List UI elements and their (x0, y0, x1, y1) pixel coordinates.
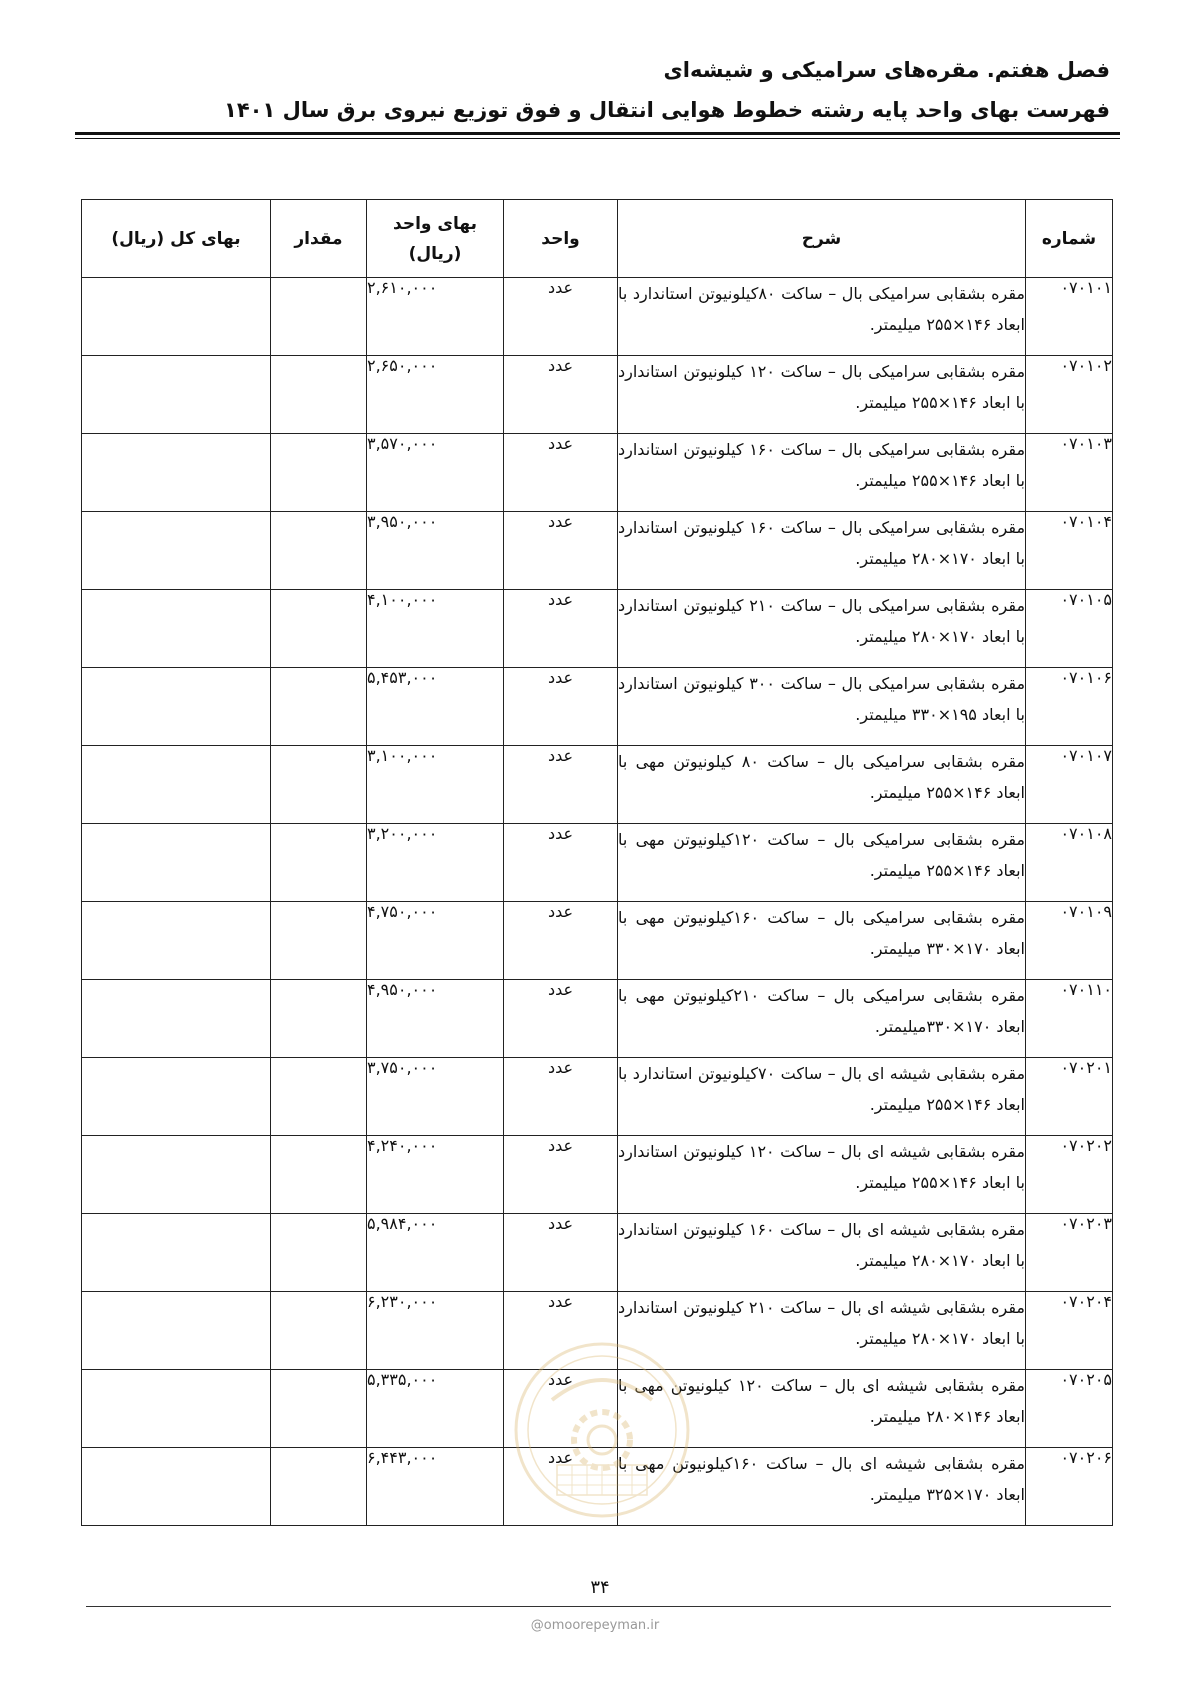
header-unit-price (367, 200, 504, 278)
row-description: مقره بشقابی سرامیکی بال – ساکت ۱۶۰کیلونیوتن مهی با ابعاد ۱۷۰×۳۳۰ میلیمتر. (618, 902, 1026, 980)
row-description: مقره بشقابی سرامیکی بال – ساکت ۲۱۰کیلونیوتن مهی با ابعاد ۱۷۰×۳۳۰میلیمتر. (618, 980, 1026, 1058)
row-unit: عدد (504, 512, 618, 590)
website-watermark: @omoorepeyman.ir (530, 1618, 660, 1633)
row-unit-price: ۴,۲۴۰,۰۰۰ (367, 1136, 504, 1214)
header-unit-price-label: بهای واحد (393, 213, 477, 234)
row-total-price (82, 434, 271, 512)
row-number: ۰۷۰۱۱۰ (1026, 980, 1113, 1058)
row-description: مقره بشقابی شیشه ای بال – ساکت ۱۲۰ کیلونیوتن مهی با ابعاد ۱۴۶×۲۸۰ میلیمتر. (618, 1370, 1026, 1448)
row-unit: عدد (504, 1136, 618, 1214)
row-unit: عدد (504, 1214, 618, 1292)
row-total-price (82, 668, 271, 746)
row-description: مقره بشقابی سرامیکی بال – ساکت ۱۲۰ کیلونیوتن استاندارد با ابعاد ۱۴۶×۲۵۵ میلیمتر. (618, 356, 1026, 434)
row-quantity (271, 746, 367, 824)
row-unit-price: ۴,۹۵۰,۰۰۰ (367, 980, 504, 1058)
row-quantity (271, 1058, 367, 1136)
row-unit-price: ۳,۵۷۰,۰۰۰ (367, 434, 504, 512)
row-total-price (82, 278, 271, 356)
header-quantity: مقدار (271, 200, 367, 278)
row-description: مقره بشقابی سرامیکی بال – ساکت ۸۰کیلونیوتن استاندارد با ابعاد ۱۴۶×۲۵۵ میلیمتر. (618, 278, 1026, 356)
row-number: ۰۷۰۱۰۷ (1026, 746, 1113, 824)
table-row (82, 434, 1113, 512)
row-unit: عدد (504, 1370, 618, 1448)
row-description: مقره بشقابی شیشه ای بال – ساکت ۱۶۰کیلونیوتن مهی با ابعاد ۱۷۰×۳۲۵ میلیمتر. (618, 1448, 1026, 1526)
row-unit: عدد (504, 1058, 618, 1136)
row-number: ۰۷۰۲۰۱ (1026, 1058, 1113, 1136)
row-total-price (82, 1058, 271, 1136)
row-number: ۰۷۰۱۰۵ (1026, 590, 1113, 668)
row-quantity (271, 1292, 367, 1370)
row-unit: عدد (504, 746, 618, 824)
page-number: ۳۴ (590, 1577, 610, 1598)
row-unit: عدد (504, 1292, 618, 1370)
table-row (82, 1058, 1113, 1136)
chapter-title: فصل هفتم. مقره‌های سرامیکی و شیشه‌ای (663, 58, 1110, 82)
row-number: ۰۷۰۱۰۳ (1026, 434, 1113, 512)
watermark-seal-icon (512, 1340, 692, 1520)
row-number: ۰۷۰۱۰۱ (1026, 278, 1113, 356)
row-quantity (271, 902, 367, 980)
header-number: شماره (1026, 200, 1113, 278)
header-unit-price-currency: (ریال) (408, 243, 462, 264)
table-row (82, 824, 1113, 902)
row-unit: عدد (504, 824, 618, 902)
row-description: مقره بشقابی سرامیکی بال – ساکت ۳۰۰ کیلونیوتن استاندارد با ابعاد ۱۹۵×۳۳۰ میلیمتر. (618, 668, 1026, 746)
row-unit-price: ۳,۱۰۰,۰۰۰ (367, 746, 504, 824)
row-quantity (271, 1136, 367, 1214)
row-number: ۰۷۰۱۰۴ (1026, 512, 1113, 590)
header-divider-thin (75, 138, 1120, 139)
row-quantity (271, 1448, 367, 1526)
row-total-price (82, 902, 271, 980)
row-description: مقره بشقابی سرامیکی بال – ساکت ۱۶۰ کیلونیوتن استاندارد با ابعاد ۱۷۰×۲۸۰ میلیمتر. (618, 512, 1026, 590)
document-title: فهرست بهای واحد پایه رشته خطوط هوایی انتقال و فوق توزیع نیروی برق سال ۱۴۰۱ (224, 98, 1110, 122)
row-description: مقره بشقابی سرامیکی بال – ساکت ۱۲۰کیلونیوتن مهی با ابعاد ۱۴۶×۲۵۵ میلیمتر. (618, 824, 1026, 902)
row-total-price (82, 1292, 271, 1370)
row-unit: عدد (504, 1448, 618, 1526)
row-unit: عدد (504, 980, 618, 1058)
header-total-price: بهای کل (ریال) (82, 200, 271, 278)
row-quantity (271, 824, 367, 902)
row-quantity (271, 434, 367, 512)
table-row (82, 668, 1113, 746)
row-total-price (82, 746, 271, 824)
row-unit-price: ۶,۲۳۰,۰۰۰ (367, 1292, 504, 1370)
row-total-price (82, 590, 271, 668)
row-total-price (82, 1448, 271, 1526)
row-unit-price: ۴,۷۵۰,۰۰۰ (367, 902, 504, 980)
row-unit-price: ۵,۹۸۴,۰۰۰ (367, 1214, 504, 1292)
row-description: مقره بشقابی شیشه ای بال – ساکت ۷۰کیلونیوتن استاندارد با ابعاد ۱۴۶×۲۵۵ میلیمتر. (618, 1058, 1026, 1136)
row-number: ۰۷۰۲۰۲ (1026, 1136, 1113, 1214)
row-quantity (271, 668, 367, 746)
row-unit-price: ۲,۶۵۰,۰۰۰ (367, 356, 504, 434)
row-quantity (271, 278, 367, 356)
row-quantity (271, 1214, 367, 1292)
row-number: ۰۷۰۲۰۵ (1026, 1370, 1113, 1448)
row-unit-price: ۵,۳۳۵,۰۰۰ (367, 1370, 504, 1448)
row-description: مقره بشقابی سرامیکی بال – ساکت ۸۰ کیلونیوتن مهی با ابعاد ۱۴۶×۲۵۵ میلیمتر. (618, 746, 1026, 824)
row-unit: عدد (504, 278, 618, 356)
table-row (82, 1136, 1113, 1214)
row-number: ۰۷۰۲۰۳ (1026, 1214, 1113, 1292)
table-row (82, 590, 1113, 668)
table-row (82, 746, 1113, 824)
row-unit: عدد (504, 668, 618, 746)
row-unit-price: ۳,۲۰۰,۰۰۰ (367, 824, 504, 902)
table-header-row (82, 200, 1113, 278)
row-unit: عدد (504, 590, 618, 668)
row-number: ۰۷۰۲۰۴ (1026, 1292, 1113, 1370)
row-number: ۰۷۰۱۰۶ (1026, 668, 1113, 746)
row-total-price (82, 1214, 271, 1292)
row-description: مقره بشقابی شیشه ای بال – ساکت ۲۱۰ کیلونیوتن استاندارد با ابعاد ۱۷۰×۲۸۰ میلیمتر. (618, 1292, 1026, 1370)
header-description: شرح (618, 200, 1026, 278)
table-row (82, 356, 1113, 434)
header-divider-thick (75, 132, 1120, 135)
row-unit-price: ۳,۷۵۰,۰۰۰ (367, 1058, 504, 1136)
footer-divider (86, 1606, 1111, 1607)
row-total-price (82, 356, 271, 434)
table-row (82, 278, 1113, 356)
row-unit-price: ۶,۴۴۳,۰۰۰ (367, 1448, 504, 1526)
row-quantity (271, 356, 367, 434)
row-number: ۰۷۰۱۰۹ (1026, 902, 1113, 980)
row-unit: عدد (504, 356, 618, 434)
row-unit-price: ۴,۱۰۰,۰۰۰ (367, 590, 504, 668)
row-quantity (271, 590, 367, 668)
row-total-price (82, 1136, 271, 1214)
row-number: ۰۷۰۱۰۲ (1026, 356, 1113, 434)
row-description: مقره بشقابی شیشه ای بال – ساکت ۱۲۰ کیلونیوتن استاندارد با ابعاد ۱۴۶×۲۵۵ میلیمتر. (618, 1136, 1026, 1214)
row-quantity (271, 980, 367, 1058)
header-unit: واحد (504, 200, 618, 278)
row-quantity (271, 1370, 367, 1448)
row-unit: عدد (504, 902, 618, 980)
row-unit: عدد (504, 434, 618, 512)
table-row (82, 1214, 1113, 1292)
row-total-price (82, 980, 271, 1058)
row-unit-price: ۵,۴۵۳,۰۰۰ (367, 668, 504, 746)
row-quantity (271, 512, 367, 590)
row-description: مقره بشقابی سرامیکی بال – ساکت ۱۶۰ کیلونیوتن استاندارد با ابعاد ۱۴۶×۲۵۵ میلیمتر. (618, 434, 1026, 512)
price-list-table (81, 199, 1113, 1526)
row-total-price (82, 1370, 271, 1448)
table-row (82, 980, 1113, 1058)
row-number: ۰۷۰۲۰۶ (1026, 1448, 1113, 1526)
row-description: مقره بشقابی شیشه ای بال – ساکت ۱۶۰ کیلونیوتن استاندارد با ابعاد ۱۷۰×۲۸۰ میلیمتر. (618, 1214, 1026, 1292)
row-number: ۰۷۰۱۰۸ (1026, 824, 1113, 902)
row-unit-price: ۲,۶۱۰,۰۰۰ (367, 278, 504, 356)
table-row (82, 512, 1113, 590)
row-description: مقره بشقابی سرامیکی بال – ساکت ۲۱۰ کیلونیوتن استاندارد با ابعاد ۱۷۰×۲۸۰ میلیمتر. (618, 590, 1026, 668)
row-total-price (82, 512, 271, 590)
row-unit-price: ۳,۹۵۰,۰۰۰ (367, 512, 504, 590)
row-total-price (82, 824, 271, 902)
table-row (82, 902, 1113, 980)
